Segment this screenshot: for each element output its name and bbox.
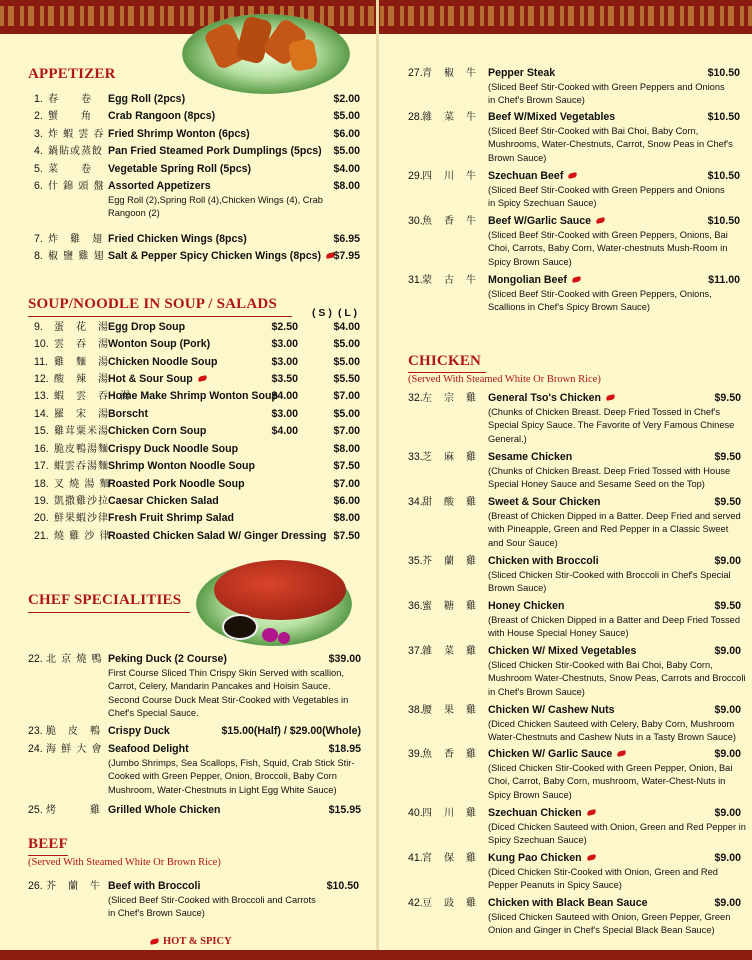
item-name: Hot & Sour Soup (108, 373, 193, 385)
item-name: Salt & Pepper Spicy Chicken Wings (8pcs) (108, 250, 322, 262)
item-name: Chicken W/ Mixed Vegetables (488, 645, 637, 657)
item-chinese-name: 雲 吞 湯 (54, 339, 109, 350)
item-description: (Diced Chicken Stir-Cooked with Onion, Green and Red Pepper Peanuts in Spicy Sauce) (488, 867, 718, 891)
item-name: Shrimp Wonton Noodle Soup (108, 460, 255, 472)
item-number: 16. (34, 443, 49, 455)
item-chinese-name: 蝦雲吞湯麵 (54, 461, 109, 472)
item-description: (Sliced Chicken Sauteed with Onion, Green Pepper, Green Onion and Ginger in Chef's Special Black Bean Sauce) (488, 912, 731, 936)
item-name: Roasted Pork Noodle Soup (108, 478, 245, 490)
item-number: 22. (28, 653, 43, 665)
item-chinese-name: 脆 皮 鴨 (46, 726, 101, 737)
item-chinese-name: 蜜 糖 雞 (422, 601, 477, 612)
item-chinese-name: 炸 蝦 雲 吞 (48, 129, 105, 140)
item-name: Chicken Noodle Soup (108, 356, 218, 368)
item-number: 39. (408, 748, 423, 760)
item-name: General Tso's Chicken (488, 392, 602, 404)
item-number: 38. (408, 704, 423, 716)
price-small: $4.00 (271, 390, 298, 402)
menu-item-1 (34, 92, 362, 106)
menu-item-22 (28, 652, 362, 666)
item-chinese-name: 凱撒雞沙拉 (54, 496, 109, 507)
item-description: (Sliced Chicken Stir-Cooked with Bai Choi, Baby Corn, Mushroom Water-Chestnuts, Snow Peas, Carrots and Broccoli in Chef's Brown Sauce) (488, 660, 746, 697)
price-small: $3.00 (271, 408, 298, 420)
item-number: 15. (34, 425, 49, 437)
item-chinese-name: 左 宗 雞 (422, 393, 477, 404)
menu-item-29 (408, 169, 744, 183)
hot-spicy-legend (150, 936, 232, 947)
item-chinese-name: 羅 宋 湯 (54, 409, 109, 420)
item-description: (Diced Chicken Sauteed with Celery, Baby Corn, Mushroom Water-Chestnuts and Cashew Nuts in a Tasty Brown Sauce) (488, 719, 737, 743)
item-name: Fresh Fruit Shrimp Salad (108, 512, 234, 524)
item-name: Beef W/Mixed Vegetables (488, 111, 616, 123)
price-large: $5.00 (333, 338, 360, 350)
item-chinese-name: 椒 鹽 雞 翅 (48, 251, 105, 262)
item-price: $9.50 (714, 496, 741, 508)
price-large: $6.00 (333, 495, 360, 507)
menu-item-37 (408, 644, 742, 658)
price-large: $7.00 (333, 425, 360, 437)
menu-item-40 (408, 806, 742, 820)
item-price: $9.50 (714, 392, 741, 404)
menu-item-31 (408, 273, 744, 287)
item-price: $9.00 (714, 748, 741, 760)
appetizer-title: APPETIZER (28, 66, 116, 82)
item-chinese-name: 雞茸粟米湯 (54, 426, 109, 437)
item-chinese-name: 芥 蘭 牛 (46, 881, 101, 892)
menu-item-6 (34, 179, 362, 193)
item-name: Crab Rangoon (8pcs) (108, 110, 216, 122)
item-chinese-name: 芥 蘭 雞 (422, 556, 477, 567)
menu-item-30 (408, 214, 744, 228)
item-number: 30. (408, 215, 423, 227)
price-large: $8.00 (333, 512, 360, 524)
page-fold-divider (376, 0, 379, 960)
item-name: Crispy Duck Noodle Soup (108, 443, 239, 455)
price-small: $3.50 (271, 373, 298, 385)
item-number: 9. (34, 321, 43, 333)
menu-item-23 (28, 724, 362, 738)
item-number: 32. (408, 392, 423, 404)
item-number: 35. (408, 555, 423, 567)
price-large: $5.50 (333, 373, 360, 385)
item-number: 4. (34, 145, 43, 157)
item-description: (Jumbo Shrimps, Sea Scallops, Fish, Squid, Crab Stick Stir-Cooked with Green Pepper, Onion, Broccoli, Baby Corn Mushroom, Water-Chestnuts in Light Egg White Sauce) (108, 758, 355, 795)
item-name: Pan Fried Steamed Pork Dumplings (5pcs) (108, 145, 322, 157)
item-price: $6.95 (333, 233, 360, 245)
item-chinese-name: 脆皮鴨湯麵 (54, 444, 109, 455)
menu-item-2 (34, 109, 362, 123)
item-number: 21. (34, 530, 49, 542)
chili-icon (596, 217, 606, 224)
menu-item-28 (408, 110, 744, 124)
menu-item-17 (34, 459, 362, 473)
menu-item-12 (34, 372, 362, 386)
item-chinese-name: 青 椒 牛 (422, 68, 477, 79)
menu-item-27 (408, 66, 744, 80)
item-chinese-name: 豆 豉 雞 (422, 898, 477, 909)
item-price: $15.95 (328, 804, 361, 816)
item-chinese-name: 鮮果蝦沙律 (54, 513, 109, 524)
item-name: Assorted Appetizers (108, 180, 211, 192)
item-description: (Breast of Chicken Dipped in a Batter and Deep Fried Tossed with House Special Honey Sauce) (488, 615, 741, 639)
item-name: Home Make Shrimp Wonton Soup (108, 390, 278, 402)
item-name: Sweet & Sour Chicken (488, 496, 601, 508)
item-description: (Sliced Beef Stir-Cooked with Bai Choi, Baby Corn, Mushrooms, Water-Chestnuts, Carrot, Snow Peas in Chef's Brown Sauce) (488, 126, 733, 163)
chili-icon (617, 750, 627, 757)
chicken-title-underline (408, 372, 486, 373)
menu-item-38 (408, 703, 742, 717)
item-name: Fried Shrimp Wonton (6pcs) (108, 128, 250, 140)
item-name: Wonton Soup (Pork) (108, 338, 211, 350)
item-price: $10.50 (707, 215, 740, 227)
item-number: 27. (408, 67, 423, 79)
item-description: (Sliced Beef Stir-Cooked with Green Peppers, Onions, Bai Choi, Carrots, Baby Corn, Water-chestnuts Mush-Room in Spicy Brown Sauce) (488, 230, 728, 267)
price-large: $7.50 (333, 460, 360, 472)
item-name: Borscht (108, 408, 149, 420)
item-description: (Sliced Beef Stir-Cooked with Green Peppers and Onions in Spicy Szechuan Sauce) (488, 185, 725, 209)
item-price: $39.00 (328, 653, 361, 665)
item-name: Crispy Duck (108, 725, 170, 737)
decorative-border-bottom (0, 950, 752, 960)
item-number: 8. (34, 250, 43, 262)
item-number: 34. (408, 496, 423, 508)
menu-item-34 (408, 495, 742, 509)
item-chinese-name: 甜 酸 雞 (422, 497, 477, 508)
item-name: Beef with Broccoli (108, 880, 201, 892)
item-price: $9.00 (714, 704, 741, 716)
beef-title-underline (28, 855, 68, 856)
item-name: Kung Pao Chicken (488, 852, 582, 864)
item-chinese-name: 四 川 牛 (422, 171, 477, 182)
item-chinese-name: 春 卷 (48, 94, 92, 105)
item-name: Grilled Whole Chicken (108, 804, 221, 816)
item-number: 31. (408, 274, 423, 286)
menu-item-5 (34, 162, 362, 176)
item-number: 29. (408, 170, 423, 182)
item-price: $9.50 (714, 600, 741, 612)
item-description: (Chunks of Chicken Breast. Deep Fried Tossed in Chef's Special Spicy Sauce. The Favorite of Very Famous Chinese General.) (488, 407, 735, 444)
price-large: $5.00 (333, 408, 360, 420)
item-chinese-name: 宮 保 雞 (422, 853, 477, 864)
item-price: $10.50 (707, 67, 740, 79)
item-chinese-name: 烤 雞 (46, 805, 101, 816)
item-number: 33. (408, 451, 423, 463)
price-large: $7.00 (333, 478, 360, 490)
menu-item-16 (34, 442, 362, 456)
hot-spicy-label: HOT & SPICY (163, 936, 232, 947)
item-price: $9.00 (714, 807, 741, 819)
item-price: $9.00 (714, 555, 741, 567)
item-name: Pepper Steak (488, 67, 556, 79)
chef-title: CHEF SPECIALITIES (28, 592, 182, 608)
item-number: 7. (34, 233, 43, 245)
item-description: (Chunks of Chicken Breast. Deep Fried Tossed with House Special Honey Sauce and Sesame Seed on the Top) (488, 466, 731, 490)
price-small: $4.00 (271, 425, 298, 437)
item-price: $8.00 (333, 180, 360, 192)
item-description: (Sliced Chicken Stir-Cooked with Broccoli in Chef's Special Brown Sauce) (488, 570, 731, 594)
beef-title: BEEF (28, 836, 68, 852)
item-chinese-name: 芝 麻 雞 (422, 452, 477, 463)
menu-item-42 (408, 896, 742, 910)
item-number: 6. (34, 180, 43, 192)
item-name: Chicken with Broccoli (488, 555, 599, 567)
item-number: 20. (34, 512, 49, 524)
item-chinese-name: 魚 香 牛 (422, 216, 477, 227)
item-name: Szechuan Beef (488, 170, 564, 182)
menu-item-26 (28, 879, 364, 893)
item-chinese-name: 蝦 雲 吞 湯 (54, 391, 131, 402)
item-number: 13. (34, 390, 49, 402)
menu-item-33 (408, 450, 742, 464)
item-chinese-name: 四 川 雞 (422, 808, 477, 819)
chili-icon (606, 394, 616, 401)
item-number: 40. (408, 807, 423, 819)
item-price: $5.00 (333, 110, 360, 122)
item-chinese-name: 北 京 燒 鴨 (46, 654, 103, 665)
item-number: 42. (408, 897, 423, 909)
menu-item-21 (34, 529, 362, 543)
item-description: (Sliced Chicken Stir-Cooked with Green Pepper, Onion, Bai Choi, Carrot, Baby Corn, mushroom, Water-Chest-Nuts in Spicy Brown Sauce) (488, 763, 733, 800)
price-large: $8.00 (333, 443, 360, 455)
menu-item-25 (28, 803, 362, 817)
item-price: $7.95 (333, 250, 360, 262)
item-name: Szechuan Chicken (488, 807, 582, 819)
item-chinese-name: 蛋 花 湯 (54, 322, 109, 333)
menu-item-4 (34, 144, 362, 158)
item-number: 26. (28, 880, 43, 892)
item-price: $15.00(Half) / $29.00(Whole) (221, 725, 361, 737)
item-chinese-name: 海 鮮 大 會 (46, 744, 103, 755)
item-name: Egg Drop Soup (108, 321, 186, 333)
item-chinese-name: 酸 辣 湯 (54, 374, 109, 385)
chicken-subtitle: (Served With Steamed White Or Brown Rice) (408, 374, 601, 385)
item-number: 10. (34, 338, 49, 350)
menu-item-20 (34, 511, 362, 525)
chicken-title: CHICKEN (408, 353, 482, 369)
item-price: $10.50 (326, 880, 359, 892)
item-number: 23. (28, 725, 43, 737)
item-number: 2. (34, 110, 43, 122)
item-chinese-name: 炸 雞 翅 (48, 234, 103, 245)
price-large: $7.50 (333, 530, 360, 542)
item-chinese-name: 魚 香 雞 (422, 749, 477, 760)
item-name: Chicken W/ Garlic Sauce (488, 748, 613, 760)
item-description: Egg Roll (2),Spring Roll (4),Chicken Wings (4), Crab Rangoon (2) (108, 195, 323, 219)
item-description: First Course Sliced Thin Crispy Skin Served with scallion, Carrot, Celery, Mandarin Pancakes and Hoisin Sauce. Second Course Duck Meat Stir-Cooked with Vegetables in Chef's Special Sauce. (108, 668, 349, 719)
item-name: Seafood Delight (108, 743, 189, 755)
item-description: (Sliced Beef Stir-Cooked with Green Peppers and Onions in Chef's Brown Sauce) (488, 82, 725, 106)
chef-title-underline (28, 612, 190, 613)
item-number: 12. (34, 373, 49, 385)
item-chinese-name: 雜 菜 牛 (422, 112, 477, 123)
item-description: (Diced Chicken Sauteed with Onion, Green and Red Pepper in Spicy Szechuan Sauce) (488, 822, 746, 846)
item-name: Fried Chicken Wings (8pcs) (108, 233, 247, 245)
item-name: Chicken Corn Soup (108, 425, 207, 437)
menu-item-18 (34, 477, 362, 491)
chili-icon (587, 809, 597, 816)
menu-item-24 (28, 742, 362, 756)
item-number: 18. (34, 478, 49, 490)
item-chinese-name: 蒙 古 牛 (422, 275, 477, 286)
item-chinese-name: 鍋貼或蒸餃 (48, 146, 103, 157)
menu-item-35 (408, 554, 742, 568)
item-price: $9.00 (714, 852, 741, 864)
item-price: $6.00 (333, 128, 360, 140)
item-chinese-name: 蟹 角 (48, 111, 92, 122)
menu-item-10 (34, 337, 362, 351)
item-number: 25. (28, 804, 43, 816)
chili-icon (568, 172, 578, 179)
item-number: 28. (408, 111, 423, 123)
item-number: 36. (408, 600, 423, 612)
beef-subtitle: (Served With Steamed White Or Brown Rice) (28, 857, 221, 868)
item-price: $10.50 (707, 170, 740, 182)
item-name: Sesame Chicken (488, 451, 573, 463)
item-name: Chicken with Black Bean Sauce (488, 897, 648, 909)
item-price: $5.00 (333, 145, 360, 157)
item-number: 14. (34, 408, 49, 420)
item-chinese-name: 叉 燒 湯 麵 (54, 479, 111, 490)
size-large-header: ( L ) (338, 307, 358, 319)
item-description: (Sliced Beef Stir-Cooked with Broccoli and Carrots in Chef's Brown Sauce) (108, 895, 316, 919)
item-chinese-name: 什 錦 頭 盤 (48, 181, 105, 192)
item-description: (Breast of Chicken Dipped in a Batter. Deep Fried and served with Pineapple, Green and Red Pepper in a Classic Sweet and Sour Sauce) (488, 511, 741, 548)
menu-item-13 (34, 389, 362, 403)
chili-icon (572, 276, 582, 283)
item-name: Caesar Chicken Salad (108, 495, 219, 507)
item-chinese-name: 腰 果 雞 (422, 705, 477, 716)
item-name: Peking Duck (2 Course) (108, 653, 227, 665)
soup-title-underline (28, 316, 292, 317)
chili-icon (587, 854, 597, 861)
size-small-header: ( S ) (312, 307, 332, 319)
item-chinese-name: 燒 雞 沙 律 (54, 531, 111, 542)
soup-title: SOUP/NOODLE IN SOUP / SALADS (28, 296, 277, 312)
chili-icon (150, 938, 160, 945)
item-chinese-name: 菜 卷 (48, 164, 92, 175)
item-number: 41. (408, 852, 423, 864)
price-large: $7.00 (333, 390, 360, 402)
item-name: Roasted Chicken Salad W/ Ginger Dressing (108, 530, 327, 542)
menu-item-14 (34, 407, 362, 421)
item-name: Chicken W/ Cashew Nuts (488, 704, 615, 716)
menu-item-11 (34, 355, 362, 369)
menu-item-7 (34, 232, 362, 246)
item-price: $10.50 (707, 111, 740, 123)
item-name: Beef W/Garlic Sauce (488, 215, 592, 227)
chili-icon (198, 375, 208, 382)
item-number: 5. (34, 163, 43, 175)
item-number: 24. (28, 743, 43, 755)
menu-item-3 (34, 127, 362, 141)
menu-item-41 (408, 851, 742, 865)
item-price: $2.00 (333, 93, 360, 105)
price-small: $3.00 (271, 356, 298, 368)
item-chinese-name: 雜 菜 雞 (422, 646, 477, 657)
menu-item-19 (34, 494, 362, 508)
item-price: $11.00 (708, 274, 740, 286)
item-number: 17. (34, 460, 49, 472)
item-name: Vegetable Spring Roll (5pcs) (108, 163, 252, 175)
item-chinese-name: 雞 麵 湯 (54, 357, 109, 368)
menu-item-39 (408, 747, 742, 761)
item-description: (Sliced Beef Stir-Cooked with Green Peppers, Onions, Scallions in Chef's Spicy Brown Sauce) (488, 289, 712, 313)
item-price: $18.95 (328, 743, 361, 755)
item-name: Egg Roll (2pcs) (108, 93, 186, 105)
item-price: $9.00 (714, 645, 741, 657)
price-small: $2.50 (271, 321, 298, 333)
item-number: 3. (34, 128, 43, 140)
menu-item-32 (408, 391, 742, 405)
item-name: Mongolian Beef (488, 274, 567, 286)
item-number: 37. (408, 645, 423, 657)
price-large: $4.00 (333, 321, 360, 333)
menu-item-9 (34, 320, 362, 334)
item-number: 11. (34, 356, 48, 368)
item-price: $9.50 (714, 451, 741, 463)
item-price: $4.00 (333, 163, 360, 175)
item-number: 1. (34, 93, 43, 105)
item-price: $9.00 (714, 897, 741, 909)
item-number: 19. (34, 495, 49, 507)
price-large: $5.00 (333, 356, 360, 368)
item-name: Honey Chicken (488, 600, 565, 612)
menu-item-36 (408, 599, 742, 613)
menu-item-8 (34, 249, 362, 263)
menu-item-15 (34, 424, 362, 438)
price-small: $3.00 (271, 338, 298, 350)
